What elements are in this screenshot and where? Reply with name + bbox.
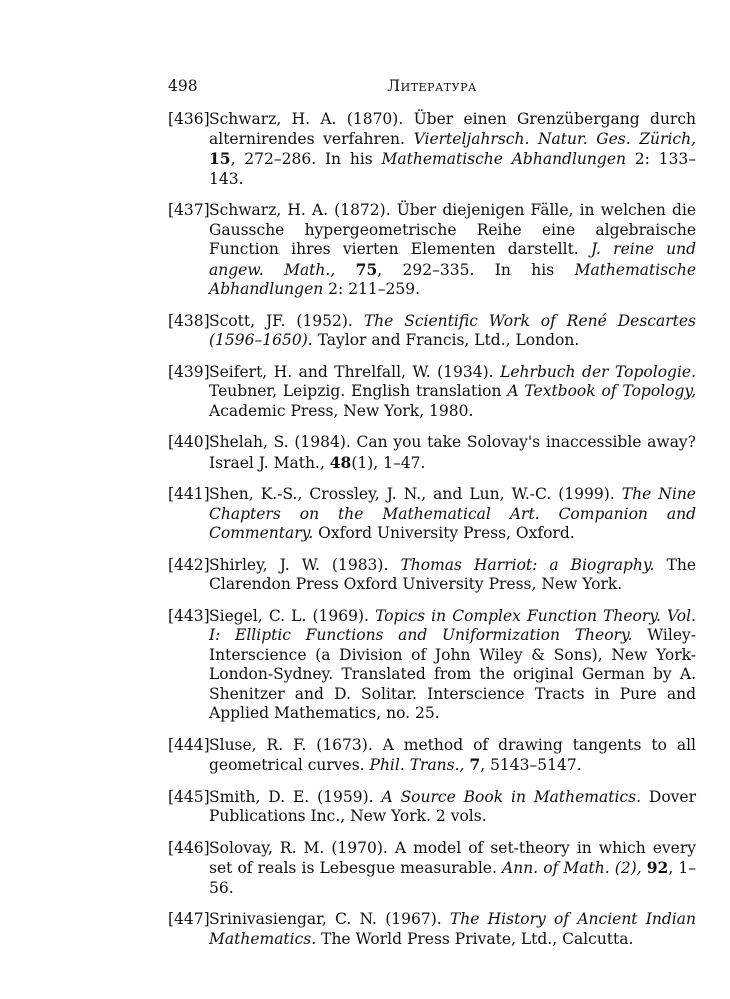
reference-text	[209, 110, 696, 189]
reference-italic-text: The Scientific Work of René Descartes (1596–1650).	[209, 311, 696, 349]
reference-text	[209, 839, 696, 899]
reference-text-run: The World Press Private, Ltd., Calcutta.	[316, 929, 634, 948]
reference-text-run: Siegel, C. L. (1969).	[209, 606, 376, 625]
reference-volume: 75	[355, 259, 378, 279]
reference-text	[209, 736, 696, 776]
reference-text-run: , 5143–5147.	[480, 756, 582, 774]
reference-text	[209, 201, 696, 300]
reference-text	[209, 788, 696, 827]
reference-entry	[168, 736, 696, 776]
reference-italic-text: Mathematische Abhandlungen	[209, 260, 697, 298]
reference-italic-text: The Nine Chapters on the Mathematical Art. Companion and Commentary.	[209, 485, 696, 542]
reference-label: [445]	[168, 787, 210, 806]
reference-text-run: , 292–335. In his	[377, 260, 575, 279]
reference-entry	[168, 110, 696, 189]
reference-text	[209, 312, 696, 351]
reference-text-run: Teubner, Leipzig. English translation	[209, 382, 508, 400]
reference-label: [442]	[168, 555, 210, 574]
reference-volume: 48	[329, 452, 352, 472]
reference-italic-text: Vierteljahrsch. Natur. Ges. Zürich,	[413, 129, 696, 148]
reference-text-run: Shen, K.-S., Crossley, J. N., and Lun, W.-C. (1999).	[209, 485, 622, 503]
reference-entry	[168, 910, 696, 949]
reference-list	[168, 110, 696, 961]
reference-entry	[168, 556, 696, 595]
reference-text-run: Seifert, H. and Threlfall, W. (1934).	[209, 362, 501, 381]
reference-label: [443]	[168, 606, 210, 625]
reference-entry	[168, 839, 696, 899]
reference-entry	[168, 433, 696, 473]
reference-text-run: Scott, JF. (1952).	[209, 311, 364, 330]
reference-text-run: Academic Press, New York, 1980.	[209, 401, 474, 420]
reference-italic-text: Phil. Trans.,	[369, 756, 465, 774]
reference-text-run: 2: 133–143.	[209, 150, 696, 188]
running-title: Литература	[387, 77, 477, 95]
reference-text-run: Wiley-Interscience (a Division of John Wiley & Sons), New York-London-Sydney. Translated from the original German by A. Shenitzer and D. Solitar. Interscience Tracts in Pure and Applied Mathematics, no. 25.	[209, 626, 696, 722]
reference-text-run: Solovay, R. M. (1970). A model of set-theory in which every set of reals is Lebesgue measurable.	[209, 838, 696, 877]
reference-entry	[168, 363, 696, 422]
reference-text-run: Schwarz, H. A. (1870). Über einen Grenzübergang durch alternirendes verfahren.	[209, 110, 696, 148]
reference-entry	[168, 788, 696, 827]
reference-text-run: Schwarz, H. A. (1872). Über diejenigen Fälle, in welchen die Gaussche hypergeometrische Reihe eine algebraische Function ihres vierten Elementen darstellt.	[209, 201, 696, 258]
reference-italic-text: Topics in Complex Function Theory. Vol. I: Elliptic Functions and Uniformization Theory.	[209, 606, 696, 644]
reference-italic-text: Lehrbuch der Topologie.	[500, 362, 697, 381]
page-header	[168, 77, 696, 99]
reference-label: [440]	[168, 433, 210, 451]
reference-text-run: Smith, D. E. (1959).	[209, 787, 382, 806]
reference-entry	[168, 312, 696, 351]
reference-text-run: Oxford University Press, Oxford.	[313, 524, 575, 542]
reference-text-run: Shelah, S. (1984). Can you take Solovay's inaccessible away? Israel J. Math.,	[209, 433, 696, 472]
reference-label: [436]	[168, 110, 210, 128]
reference-text-run: Shirley, J. W. (1983).	[209, 555, 401, 574]
reference-text	[209, 607, 696, 724]
reference-label: [438]	[168, 311, 210, 330]
reference-text-run: Dover Publications Inc., New York. 2 vols.	[209, 787, 696, 825]
reference-text-run: The Clarendon Press Oxford University Press, New York.	[209, 555, 697, 593]
reference-text-run: 2: 211–259.	[323, 280, 421, 298]
reference-text	[209, 485, 696, 544]
reference-entry	[168, 201, 696, 300]
reference-entry	[168, 607, 696, 724]
reference-text-run: Srinivasiengar, C. N. (1967).	[209, 910, 450, 928]
reference-text	[209, 556, 696, 595]
reference-label: [446]	[168, 838, 210, 857]
reference-text	[209, 910, 696, 949]
reference-italic-text: Ann. of Math. (2),	[502, 859, 642, 877]
reference-volume: 92	[646, 858, 669, 877]
reference-italic-text: Thomas Harriot: a Biography.	[400, 555, 655, 574]
reference-label: [437]	[168, 201, 210, 219]
reference-volume: 7	[469, 755, 481, 774]
reference-label: [447]	[168, 910, 210, 928]
reference-entry	[168, 485, 696, 544]
reference-text-run: Sluse, R. F. (1673). A method of drawing tangents to all geometrical curves.	[209, 735, 696, 774]
reference-text-run: , 272–286. In his	[230, 150, 382, 168]
reference-text	[209, 433, 696, 473]
reference-text-run	[335, 261, 355, 279]
reference-text-run: Taylor and Francis, Ltd., London.	[312, 331, 580, 349]
reference-italic-text: Mathematische Abhandlungen	[381, 150, 626, 168]
reference-label: [439]	[168, 362, 210, 381]
reference-text-run: , 1–56.	[209, 859, 696, 897]
page-number: 498	[168, 77, 198, 95]
reference-label: [441]	[168, 485, 210, 503]
reference-italic-text: A Textbook of Topology,	[507, 382, 696, 400]
reference-italic-text: A Source Book in Mathematics.	[381, 787, 641, 806]
reference-italic-text: J. reine und angew. Math.,	[209, 240, 697, 279]
reference-italic-text: The History of Ancient Indian Mathematics.	[209, 910, 696, 948]
reference-text-run: (1), 1–47.	[351, 453, 426, 472]
reference-label: [444]	[168, 735, 210, 754]
reference-text	[209, 363, 696, 422]
reference-volume: 15	[209, 149, 231, 168]
